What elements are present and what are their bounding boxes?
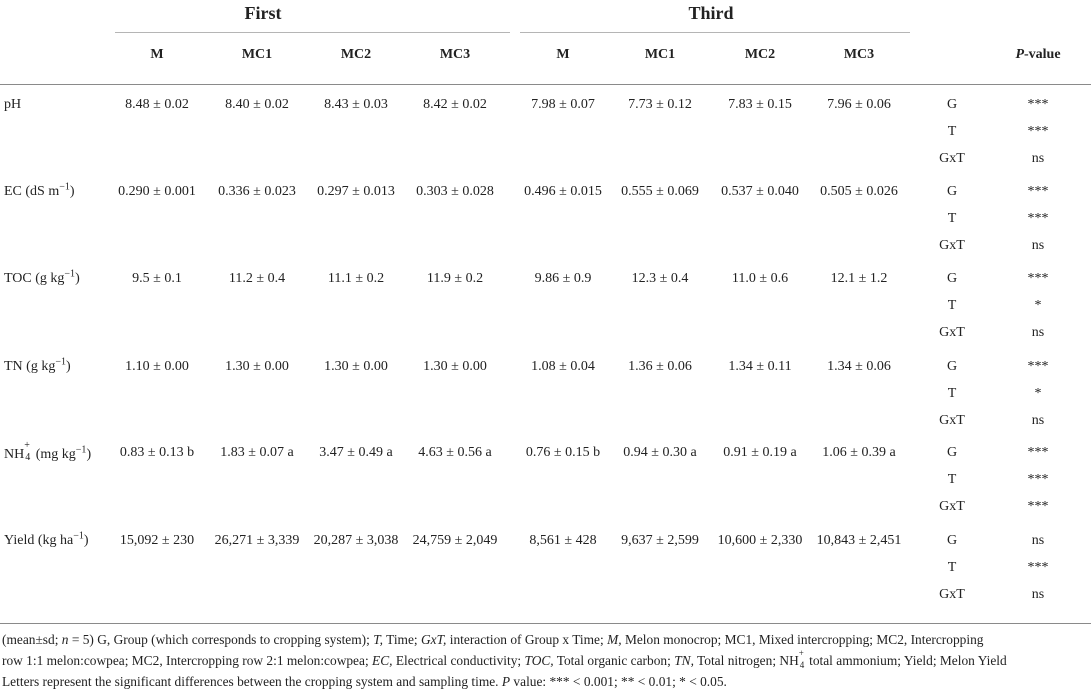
footnote-segment: T, [373, 632, 383, 647]
effect-term: GxT [939, 151, 965, 166]
ion-sup: + [24, 440, 30, 451]
p-value: *** [1027, 560, 1049, 575]
p-value: *** [1027, 271, 1049, 286]
ion-sub: 4 [799, 660, 805, 670]
effect-term: T [947, 211, 957, 226]
effect-term: T [947, 386, 957, 401]
p-value: *** [1027, 124, 1049, 139]
row-label: TN (g $kg^{-1}$) [4, 356, 71, 374]
ion-sup: + [798, 648, 804, 658]
p-value: ns [1031, 238, 1045, 253]
column-header: MC3 [843, 47, 875, 62]
cell-value: 1.34 ± 0.11 [728, 359, 792, 374]
effect-term: GxT [939, 499, 965, 514]
effect-term: T [947, 472, 957, 487]
cell-value: 7.98 ± 0.07 [531, 97, 595, 112]
effect-term: G [946, 271, 958, 286]
cell-value: 8.40 ± 0.02 [225, 97, 289, 112]
column-header: MC3 [439, 47, 471, 62]
footnote-segment: P [501, 674, 511, 689]
cell-value: 1.08 ± 0.04 [531, 359, 595, 374]
p-value: *** [1027, 359, 1049, 374]
p-value: *** [1027, 445, 1049, 460]
header-rule [0, 84, 1091, 85]
cell-value: 4.63 ± 0.56 a [418, 445, 492, 460]
effect-term: G [946, 533, 958, 548]
row-label: NH + 4 (mg $kg^{-1}$) [4, 440, 92, 463]
footnote-segment: Total nitrogen; [693, 653, 780, 668]
footnote-segment: Total organic carbon; [553, 653, 675, 668]
effect-term: T [947, 124, 957, 139]
cell-value: 1.06 ± 0.39 a [822, 445, 896, 460]
column-header: M [150, 47, 164, 62]
cell-value: 11.2 ± 0.4 [228, 271, 286, 286]
footnote-segment: TN, [674, 653, 694, 668]
footnote-line [2, 648, 1090, 671]
cell-value: 24,759 ± 2,049 [412, 533, 498, 548]
cell-value: 0.290 ± 0.001 [118, 184, 196, 199]
effect-term: T [947, 298, 957, 313]
group-underline [520, 32, 910, 33]
cell-value: 1.30 ± 0.00 [324, 359, 388, 374]
group-header: First [244, 3, 282, 23]
p-value: ns [1031, 587, 1045, 602]
cell-value: 12.3 ± 0.4 [631, 271, 689, 286]
cell-value: 8.43 ± 0.03 [324, 97, 388, 112]
cell-value: 0.91 ± 0.19 a [723, 445, 797, 460]
cell-value: 20,287 ± 3,038 [313, 533, 399, 548]
footnote-segment: EC, [372, 653, 393, 668]
p-value: *** [1027, 184, 1049, 199]
cell-value: 7.96 ± 0.06 [827, 97, 891, 112]
effect-term: G [946, 97, 958, 112]
cell-value: 11.1 ± 0.2 [327, 271, 385, 286]
cell-value: 3.47 ± 0.49 a [319, 445, 393, 460]
cell-value: 1.34 ± 0.06 [827, 359, 891, 374]
cell-value: 0.303 ± 0.028 [416, 184, 494, 199]
ion-charge [779, 648, 805, 671]
cell-value: 0.83 ± 0.13 b [119, 445, 195, 460]
pvalue-italic: P [1015, 47, 1024, 62]
footnote-segment: value: *** < 0.001; ** < 0.01; * < 0.05. [510, 674, 727, 689]
cell-value: 26,271 ± 3,339 [214, 533, 300, 548]
cell-value: 0.94 ± 0.30 a [623, 445, 697, 460]
unit-exponent: −1 [75, 444, 87, 456]
p-value: ns [1031, 151, 1045, 166]
cell-value: 0.537 ± 0.040 [721, 184, 799, 199]
ion-base: NH [779, 653, 799, 668]
cell-value: 9.86 ± 0.9 [534, 271, 592, 286]
cell-value: 8.48 ± 0.02 [125, 97, 189, 112]
cell-value: 8.42 ± 0.02 [423, 97, 487, 112]
cell-value: 0.505 ± 0.026 [820, 184, 898, 199]
row-label: Yield (kg $ha^{-1}$) [4, 530, 89, 548]
cell-value: 12.1 ± 1.2 [830, 271, 888, 286]
column-header: MC2 [744, 47, 776, 62]
cell-value: 0.336 ± 0.023 [218, 184, 296, 199]
row-label: TOC (g $kg^{-1}$) [4, 268, 80, 286]
effect-term: G [946, 445, 958, 460]
footnote-segment: = 5) G, Group (which corresponds to cropping system); [68, 632, 374, 647]
p-value: ns [1031, 533, 1045, 548]
effect-term: G [946, 359, 958, 374]
unit-exponent: −1 [55, 356, 66, 368]
row-label: pH [4, 97, 22, 112]
effect-term: GxT [939, 413, 965, 428]
p-value: * [1034, 386, 1042, 401]
column-header: MC1 [241, 47, 273, 62]
cell-value: 1.30 ± 0.00 [423, 359, 487, 374]
pvalue-header: P-value [1015, 47, 1061, 62]
footnote-segment: GxT, [420, 632, 447, 647]
p-value: ns [1031, 413, 1045, 428]
cell-value: 1.30 ± 0.00 [225, 359, 289, 374]
cell-value: 15,092 ± 230 [119, 533, 195, 548]
column-header: M [556, 47, 570, 62]
effect-term: T [947, 560, 957, 575]
p-value: *** [1027, 499, 1049, 514]
footnote-segment: Melon monocrop; MC1, Mixed intercropping; MC2, Intercropping [621, 632, 984, 647]
cell-value: 1.10 ± 0.00 [125, 359, 189, 374]
cell-value: 11.9 ± 0.2 [426, 271, 484, 286]
effect-term: GxT [939, 325, 965, 340]
p-value: *** [1027, 97, 1049, 112]
footnote-segment: interaction of Group x Time; [446, 632, 608, 647]
group-underline [115, 32, 510, 33]
cell-value: 11.0 ± 0.6 [731, 271, 789, 286]
cell-value: 0.555 ± 0.069 [621, 184, 699, 199]
column-header: MC2 [340, 47, 372, 62]
footnote-segment: row 1:1 melon:cowpea; MC2, Intercropping row 2:1 melon:cowpea; [2, 653, 373, 668]
row-label: EC (dS $m^{-1}$) [4, 181, 75, 199]
ion-charge-box [798, 648, 806, 670]
effect-term: GxT [939, 587, 965, 602]
footnote-segment: (mean±sd; [2, 632, 62, 647]
cell-value: 0.297 ± 0.013 [317, 184, 395, 199]
footnote-line [2, 672, 1090, 692]
footnote-segment: Letters represent the significant differences between the cropping system and sampling time. [2, 674, 502, 689]
p-value: * [1034, 298, 1042, 313]
ion-sub: 4 [25, 452, 31, 463]
footnote-line [2, 630, 1090, 650]
column-header: MC1 [644, 47, 676, 62]
p-value: *** [1027, 211, 1049, 226]
cell-value: 7.73 ± 0.12 [628, 97, 692, 112]
cell-value: 1.83 ± 0.07 a [220, 445, 294, 460]
cell-value: 10,600 ± 2,330 [717, 533, 803, 548]
cell-value: 8,561 ± 428 [529, 533, 597, 548]
effect-term: G [946, 184, 958, 199]
cell-value: 0.76 ± 0.15 b [525, 445, 601, 460]
footnote-segment: Electrical conductivity; [392, 653, 525, 668]
p-value: *** [1027, 472, 1049, 487]
ion-charge [24, 440, 32, 463]
footnote-segment: total ammonium; Yield; Melon Yield [805, 653, 1007, 668]
group-header: Third [688, 3, 734, 23]
cell-value: 0.496 ± 0.015 [524, 184, 602, 199]
cell-value: 9,637 ± 2,599 [621, 533, 699, 548]
cell-value: 10,843 ± 2,451 [816, 533, 902, 548]
cell-value: 9.5 ± 0.1 [132, 271, 182, 286]
footnote-segment: Time; [383, 632, 421, 647]
effect-term: GxT [939, 238, 965, 253]
unit-exponent: −1 [73, 530, 84, 542]
cell-value: 7.83 ± 0.15 [728, 97, 792, 112]
p-value: ns [1031, 325, 1045, 340]
footnote-segment: M, [607, 632, 622, 647]
cell-value: 1.36 ± 0.06 [628, 359, 692, 374]
unit-exponent: −1 [59, 181, 70, 193]
unit-exponent: −1 [64, 268, 76, 280]
footnote-segment: TOC, [524, 653, 554, 668]
bottom-rule [0, 623, 1091, 624]
footnote-segment: n [61, 632, 69, 647]
